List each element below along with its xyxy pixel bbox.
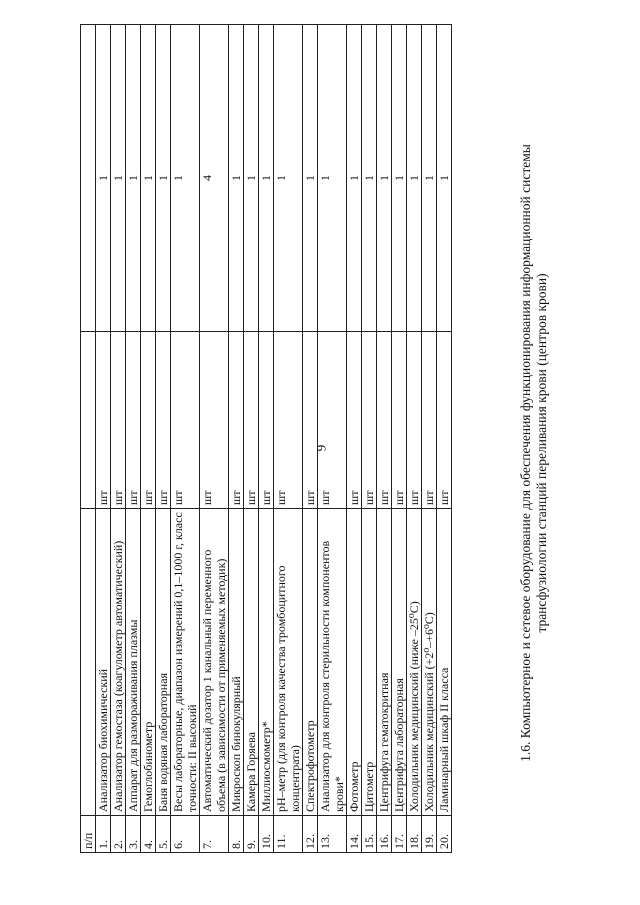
row-name: pH–метр (для контроля качества тромбоцитного концентрата): [274, 508, 303, 815]
row-num: 12.: [303, 815, 318, 852]
table-row: [377, 24, 392, 852]
row-name: Центрифуга лабораторная: [392, 508, 407, 815]
row-num: 5.: [156, 815, 171, 852]
row-num: 4.: [141, 815, 156, 852]
row-qty: 1: [229, 24, 244, 331]
row-name: Аппарат для размораживания плазмы: [126, 508, 141, 815]
row-unit: шт: [244, 331, 259, 508]
table-row: [244, 24, 259, 852]
row-qty: 1: [377, 24, 392, 331]
table-row: [362, 24, 377, 852]
row-qty: 1: [422, 24, 437, 331]
row-unit: шт: [200, 331, 229, 508]
row-name: Гемоглобинометр: [141, 508, 156, 815]
row-qty: 1: [303, 24, 318, 331]
row-num: 11.: [274, 815, 303, 852]
table-row: [96, 24, 111, 852]
row-unit: шт: [422, 331, 437, 508]
equipment-table: [80, 24, 452, 853]
table-row: [303, 24, 318, 852]
row-name: Баня водяная лабораторная: [156, 508, 171, 815]
row-num: 19.: [422, 815, 437, 852]
row-num: 13.: [318, 815, 347, 852]
row-num: 10.: [259, 815, 274, 852]
row-qty: 4: [200, 24, 229, 331]
row-name: Камера Горяева: [244, 508, 259, 815]
row-qty: 1: [437, 24, 452, 331]
row-name: Весы лабораторные, диапазон измерений 0,1–1000 г, класс точности: II высокий: [171, 508, 200, 815]
table-row: [392, 24, 407, 852]
row-qty: 1: [126, 24, 141, 331]
row-name: Автоматический дозатор 1 канальный переменного объема (в зависимости от применяемых методик): [200, 508, 229, 815]
row-num: 1.: [96, 815, 111, 852]
row-qty: 1: [318, 24, 347, 331]
row-unit: шт: [437, 331, 452, 508]
table-row: [171, 24, 200, 852]
table-row: [229, 24, 244, 852]
row-qty: 1: [392, 24, 407, 331]
row-num: 18.: [407, 815, 422, 852]
row-num: 7.: [200, 815, 229, 852]
row-name: Фотометр: [347, 508, 362, 815]
row-qty: 1: [362, 24, 377, 331]
row-unit: шт: [274, 331, 303, 508]
row-num: 8.: [229, 815, 244, 852]
row-unit: шт: [318, 331, 347, 508]
table-row: [141, 24, 156, 852]
row-unit: шт: [259, 331, 274, 508]
row-unit: шт: [229, 331, 244, 508]
row-unit: шт: [141, 331, 156, 508]
row-qty: 1: [96, 24, 111, 331]
row-unit: шт: [171, 331, 200, 508]
row-qty: 1: [111, 24, 126, 331]
table-header-row: [81, 24, 96, 852]
row-qty: 1: [259, 24, 274, 331]
row-unit: шт: [407, 331, 422, 508]
table-row: [422, 24, 437, 852]
row-qty: 1: [347, 24, 362, 331]
table-row: [259, 24, 274, 852]
row-num: 3.: [126, 815, 141, 852]
row-name: Спектрофотометр: [303, 508, 318, 815]
row-qty: 1: [407, 24, 422, 331]
row-name: Анализатор для контроля стерильности компонентов крови*: [318, 508, 347, 815]
row-qty: 1: [171, 24, 200, 331]
header-name: [81, 508, 96, 815]
header-unit: [81, 331, 96, 508]
table-row: [274, 24, 303, 852]
row-name: Холодильник медицинский (+2⁰–+6⁰С): [422, 508, 437, 815]
table-row: [126, 24, 141, 852]
row-num: 6.: [171, 815, 200, 852]
row-name: Ламинарный шкаф II класса: [437, 508, 452, 815]
table-row: [156, 24, 171, 852]
row-unit: шт: [377, 331, 392, 508]
section-caption: [518, 53, 550, 853]
rotated-page-content: [80, 53, 560, 853]
row-name: Анализатор гемостаза (коагулометр автоматический): [111, 508, 126, 815]
page-number: 9: [313, 444, 329, 452]
caption-line-2: трансфузиологии станций переливания крови (центров крови): [534, 272, 549, 633]
table-row: [347, 24, 362, 852]
table-row: [407, 24, 422, 852]
row-unit: шт: [362, 331, 377, 508]
row-num: 17.: [392, 815, 407, 852]
row-qty: 1: [244, 24, 259, 331]
row-name: Миллиосмометр*: [259, 508, 274, 815]
row-num: 20.: [437, 815, 452, 852]
row-unit: шт: [111, 331, 126, 508]
table-row: [437, 24, 452, 852]
caption-line-1: 1.6. Компьютерное и сетевое оборудование для обеспечения функционирования информационной системы: [518, 143, 533, 762]
row-unit: шт: [303, 331, 318, 508]
row-unit: шт: [126, 331, 141, 508]
row-num: 9.: [244, 815, 259, 852]
row-name: Цитометр: [362, 508, 377, 815]
row-name: Центрифуга гематокритная: [377, 508, 392, 815]
row-qty: 1: [274, 24, 303, 331]
row-name: Микроскоп бинокулярный: [229, 508, 244, 815]
row-num: 2.: [111, 815, 126, 852]
header-qty: [81, 24, 96, 331]
table-row: [200, 24, 229, 852]
row-num: 16.: [377, 815, 392, 852]
row-qty: 1: [156, 24, 171, 331]
table-row: [318, 24, 347, 852]
row-unit: шт: [347, 331, 362, 508]
table-row: [111, 24, 126, 852]
row-qty: 1: [141, 24, 156, 331]
row-unit: шт: [392, 331, 407, 508]
header-num: п/п: [81, 815, 96, 852]
row-name: Анализатор биохимический: [96, 508, 111, 815]
row-name: Холодильник медицинский (ниже –25⁰С): [407, 508, 422, 815]
row-num: 15.: [362, 815, 377, 852]
row-unit: шт: [156, 331, 171, 508]
row-unit: шт: [96, 331, 111, 508]
row-num: 14.: [347, 815, 362, 852]
